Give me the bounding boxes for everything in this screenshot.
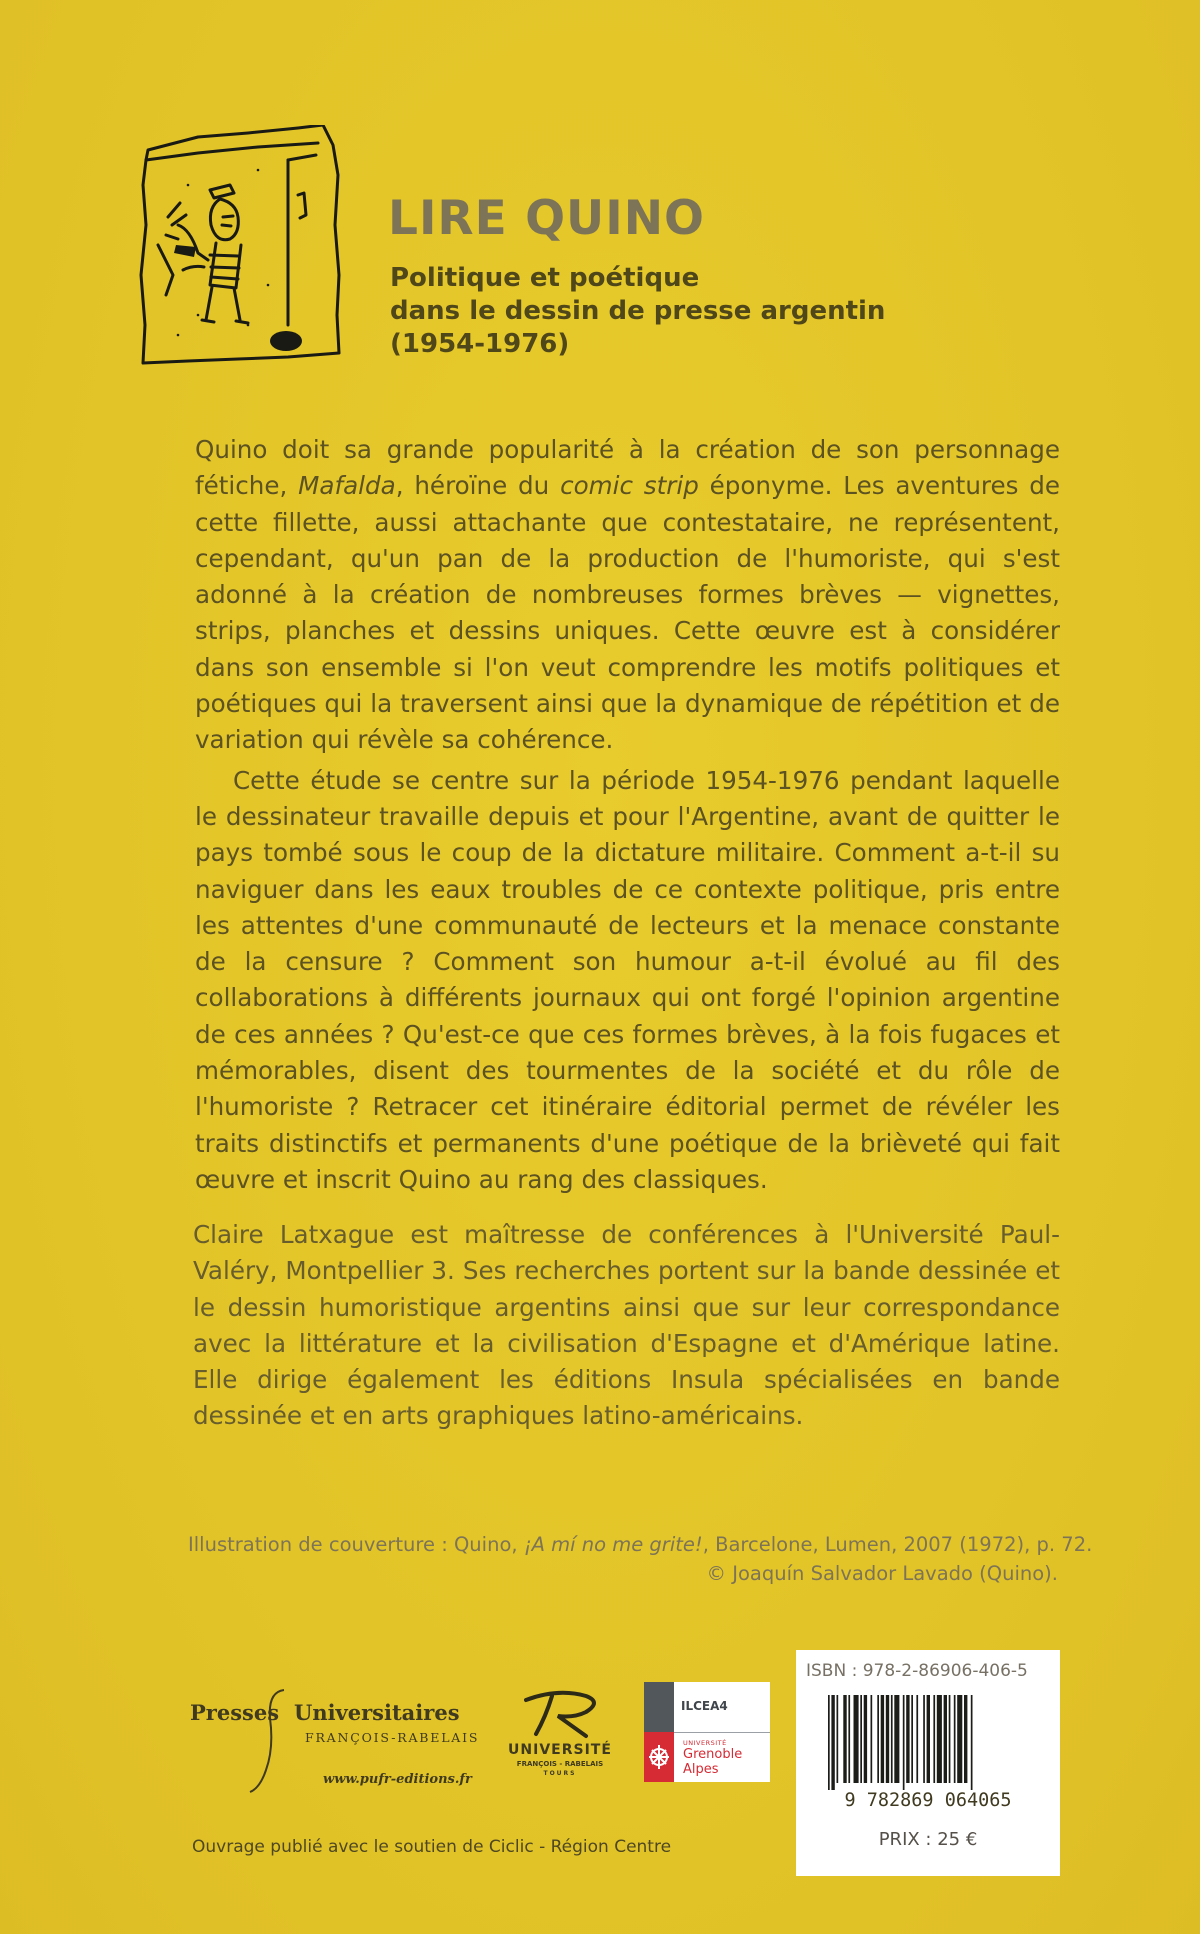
pufr-website: www.pufr-editions.fr: [323, 1772, 472, 1787]
grenoble-emblem-icon: [646, 1740, 672, 1774]
illustration-credit: Illustration de couverture : Quino, ¡A mí no me grite!, Barcelone, Lumen, 2007 (1972), p. 72.: [188, 1533, 1093, 1556]
summary-text: [195, 432, 1060, 1198]
cover-credits: [188, 1530, 1093, 1588]
subtitle-line: (1954-1976): [390, 329, 570, 359]
support-note: Ouvrage publié avec le soutien de Ciclic - Région Centre: [192, 1837, 672, 1857]
isbn-barcode-box: [796, 1650, 1060, 1876]
pufr-publisher-logo: Presses Universitaires FRANÇOIS-RABELAIS www.pufr-editions.fr: [188, 1688, 488, 1798]
mafalda-italic: Mafalda: [298, 471, 396, 501]
isbn-number: ISBN : 978-2-86906-406-5: [806, 1661, 1028, 1681]
quino-cartoon-illustration: [138, 125, 343, 365]
author-bio: Claire Latxague est maîtresse de conférences à l'Université Paul-Valéry, Montpellier 3. Ses recherches portent sur la bande dessinée et le dessin humoristique argentins ainsi que sur leur correspondance avec la littérature et la civilisation d'Espagne et d'Amérique latine. Elle dirige également les éditions Insula spécialisées en bande dessinée et en arts graphiques latino-américains.: [193, 1220, 1060, 1431]
comic-strip-italic: comic strip: [560, 471, 699, 501]
summary-paragraph-2: Cette étude se centre sur la période 1954-1976 pendant laquelle le dessinateur travaille depuis et pour l'Argentine, avant de quitter le pays tombé sous le coup de la dictature militaire. Comment a-t-il su naviguer dans les eaux troubles de ce contexte politique, pris entre les attentes d'une communauté de lecteurs et la menace constante de la censure ? Comment son humour a-t-il évolué au fil des collaborations à différents journaux qui ont forgé l'opinion argentine de ces années ? Qu'est-ce que ces formes brèves, à la fois fugaces et mémorables, disent des tourmentes de la société et du rôle de l'humoriste ? Retracer cet itinéraire éditorial permet de révéler les traits distinctifs et permanents d'une poétique de la brièveté qui fait œuvre et inscrit Quino au rang des classiques.: [195, 765, 1060, 1194]
price: PRIX : 25 €: [878, 1829, 978, 1850]
subtitle-line: Politique et poétique: [390, 263, 700, 293]
universite-tours-logo: UNIVERSITÉ FRANÇOIS - RABELAIS TOURS: [498, 1686, 622, 1786]
barcode-digits: 9 782869 064065: [844, 1790, 1012, 1811]
barcode-icon: [826, 1695, 1031, 1790]
book-subtitle: [390, 262, 950, 361]
ilcea4-grenoble-logo: ILCEA4 UNIVERSITÉ Grenoble Alpes: [644, 1682, 770, 1782]
book-title: LIRE QUINO: [388, 191, 705, 246]
subtitle-line: dans le dessin de presse argentin: [390, 296, 886, 326]
copyright-line: © Joaquín Salvador Lavado (Quino).: [706, 1562, 1058, 1585]
summary-paragraph-1: Quino doit sa grande popularité à la création de son personnage fétiche, Mafalda, héroïne du comic strip éponyme. Les aventures de cette fillette, aussi attachante que contestataire, ne représentent, cependant, qu'un pan de la production de l'humoriste, qui s'est adonné à la création de nombreuses formes brèves — vignettes, strips, planches et dessins uniques. Cette œuvre est à considérer dans son ensemble si l'on veut comprendre les motifs politiques et poétiques qui la traversent ainsi que la dynamique de répétition et de variation qui révèle sa cohérence.: [195, 435, 1060, 755]
univ-r-emblem-icon: [498, 1686, 622, 1742]
